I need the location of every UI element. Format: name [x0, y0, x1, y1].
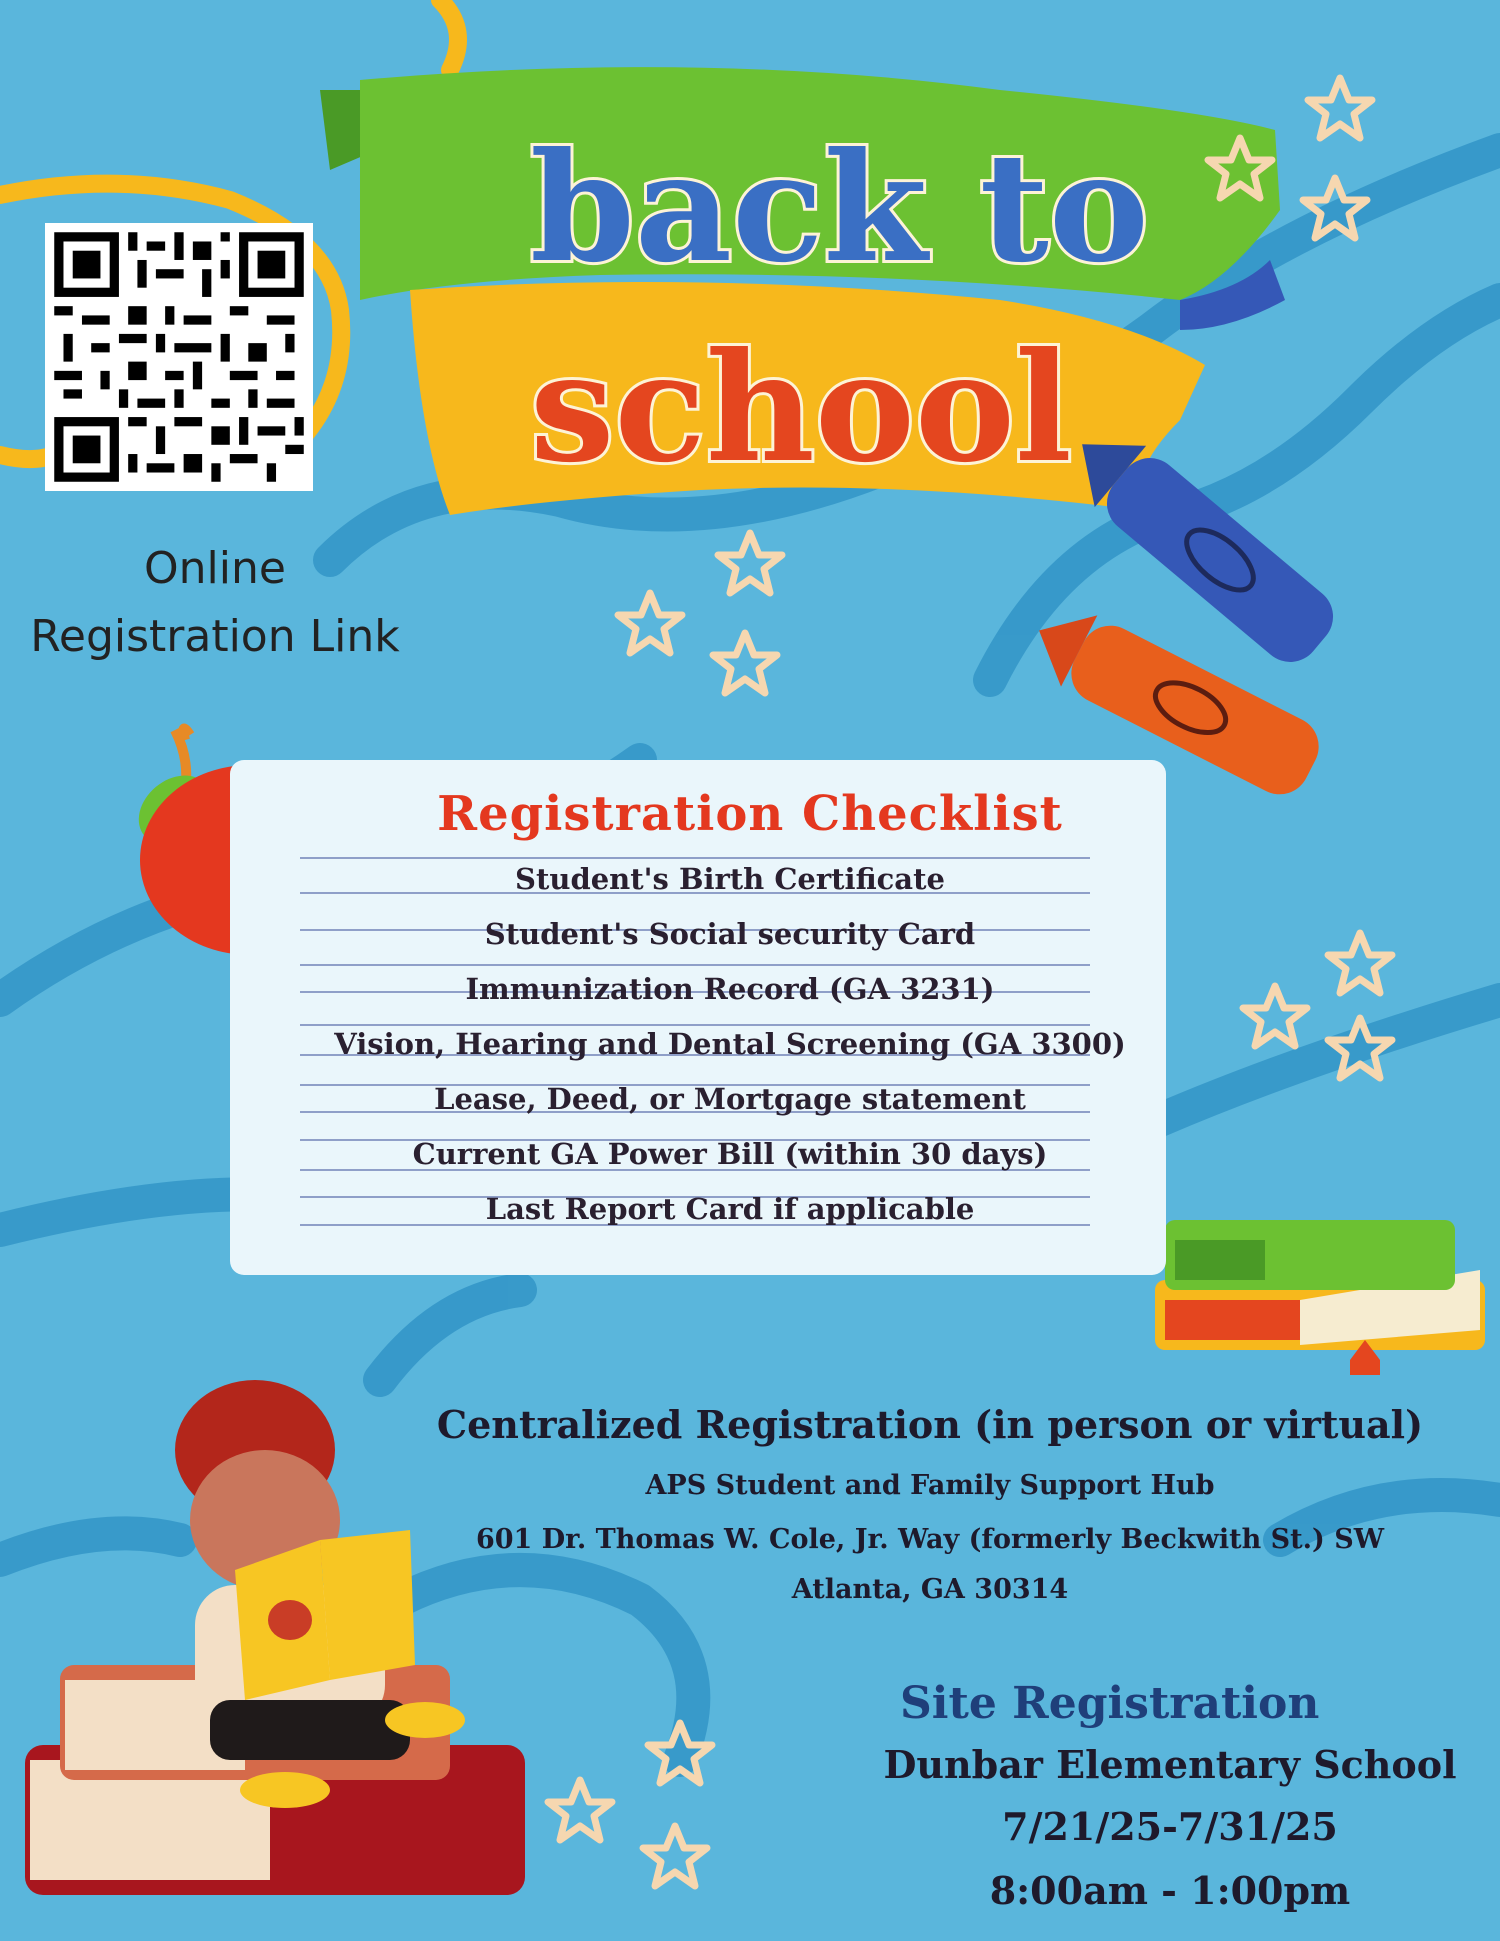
- checklist-item: Current GA Power Bill (within 30 days): [412, 1137, 1048, 1171]
- site-hours: 8:00am - 1:00pm: [989, 1868, 1351, 1913]
- checklist-item: Student's Birth Certificate: [515, 862, 945, 896]
- books-stack-right: [1155, 1220, 1485, 1375]
- qr-code-pattern: [45, 223, 313, 491]
- checklist-item: Immunization Record (GA 3231): [465, 972, 995, 1006]
- title-school: school: [530, 320, 1072, 496]
- site-dates: 7/21/25-7/31/25: [1002, 1804, 1338, 1849]
- qr-label-line1: Online: [144, 543, 286, 594]
- qr-label-line2: Registration Link: [30, 611, 400, 662]
- central-address: 601 Dr. Thomas W. Cole, Jr. Way (formerly Beckwith St.) SW: [475, 1524, 1385, 1555]
- child-reading-illustration: [25, 1380, 525, 1895]
- checklist-item: Student's Social security Card: [484, 917, 976, 951]
- checklist-item: Lease, Deed, or Mortgage statement: [434, 1082, 1026, 1116]
- checklist-title: Registration Checklist: [437, 786, 1063, 842]
- central-city: Atlanta, GA 30314: [791, 1574, 1069, 1605]
- qr-label: [0, 535, 430, 671]
- central-hub-name: APS Student and Family Support Hub: [645, 1470, 1215, 1501]
- site-school-name: Dunbar Elementary School: [883, 1742, 1457, 1787]
- qr-code[interactable]: [45, 223, 313, 491]
- central-registration-title: Centralized Registration (in person or virtual): [436, 1402, 1424, 1447]
- site-registration-title: Site Registration: [900, 1678, 1320, 1729]
- checklist-item: Last Report Card if applicable: [485, 1192, 975, 1226]
- checklist-item: Vision, Hearing and Dental Screening (GA 3300): [334, 1027, 1126, 1061]
- title-back-to: back to: [530, 120, 1149, 296]
